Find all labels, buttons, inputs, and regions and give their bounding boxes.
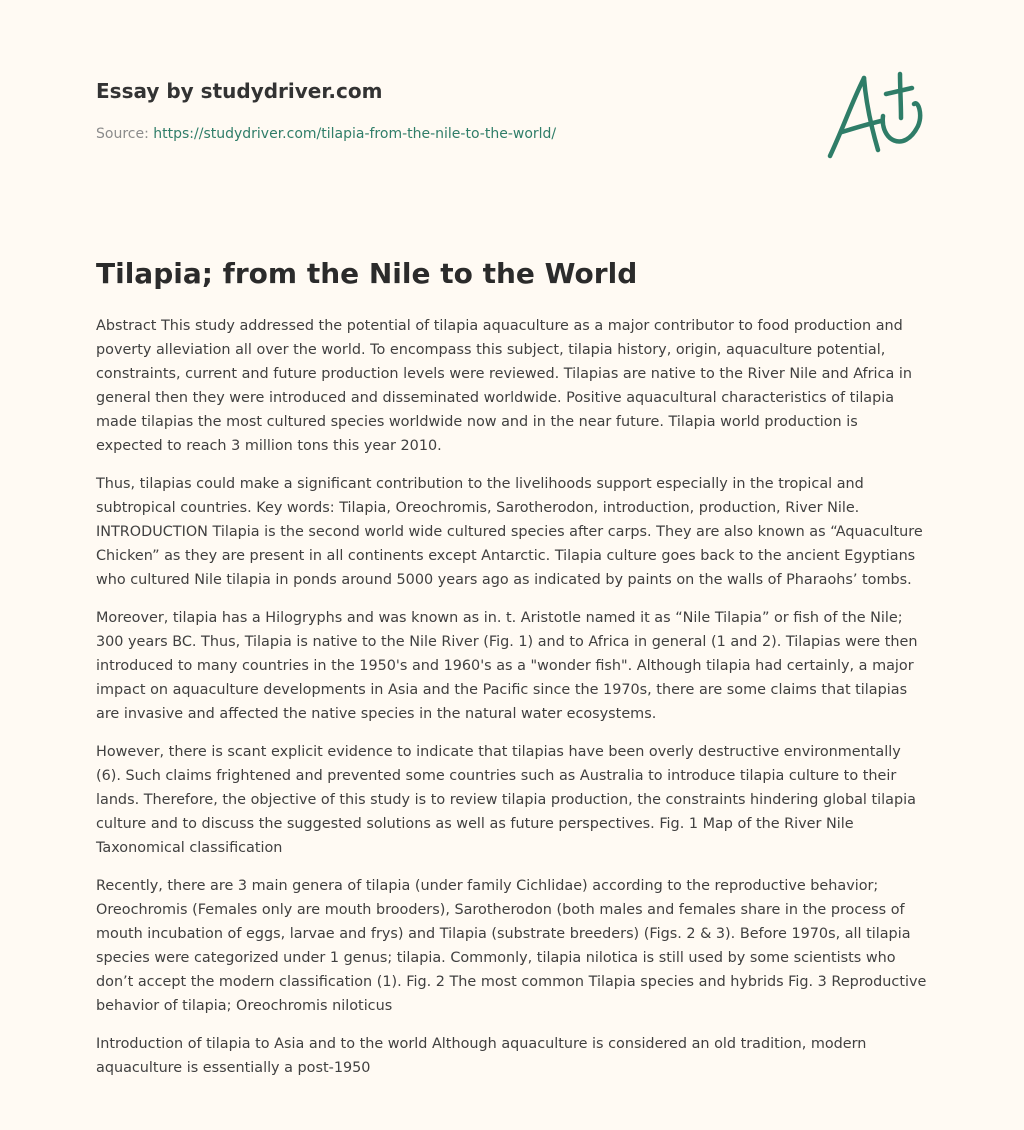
source-label: Source:: [96, 126, 149, 142]
essay-paragraph: However, there is scant explicit evidence to indicate that tilapias have been overly destructive environmentally (6). Such claims frightened and prevented some countries such as Australia to introduce tilapia culture to their lands. Therefore, the objective of this study is to review tilapia production, the constraints hindering global tilapia culture and to discuss the suggested solutions as well as future perspectives. Fig. 1 Map of the River Nile Taxonomical classification: [96, 744, 916, 856]
essay-body: [96, 314, 928, 1094]
site-brand: Essay by studydriver.com: [96, 79, 383, 103]
source-link[interactable]: https://studydriver.com/tilapia-from-the-nile-to-the-world/: [153, 126, 557, 142]
page-header: [96, 78, 716, 144]
source-line: [96, 124, 716, 144]
essay-paragraph: Moreover, tilapia has a Hilogryphs and was known as in. t. Aristotle named it as “Nile Tilapia” or fish of the Nile; 300 years BC. Thus, Tilapia is native to the Nile River (Fig. 1) and to Africa in general (1 and 2). Tilapias were then introduced to many countries in the 1950's and 1960's as a "wonder fish". Although tilapia had certainly, a major impact on aquaculture developments in Asia and the Pacific since the 1970s, there are some claims that tilapias are invasive and affected the native species in the natural water ecosystems.: [96, 610, 918, 722]
essay-paragraph: Introduction of tilapia to Asia and to the world Although aquaculture is considered an old tradition, modern aquaculture is essentially a post-1950: [96, 1036, 867, 1076]
essay-paragraph: Recently, there are 3 main genera of tilapia (under family Cichlidae) according to the reproductive behavior; Oreochromis (Females only are mouth brooders), Sarotherodon (both males and females share in the process of mouth incubation of eggs, larvae and frys) and Tilapia (substrate breeders) (Figs. 2 & 3). Before 1970s, all tilapia species were categorized under 1 genus; tilapia. Commonly, tilapia nilotica is still used by some scientists who don’t accept the modern classification (1). Fig. 2 The most common Tilapia species and hybrids Fig. 3 Reproductive behavior of tilapia; Oreochromis niloticus: [96, 878, 927, 1014]
essay-paragraph: Thus, tilapias could make a significant contribution to the livelihoods support especially in the tropical and subtropical countries. Key words: Tilapia, Oreochromis, Sarotherodon, introduction, production, River Nile. INTRODUCTION Tilapia is the second world wide cultured species after carps. They are also known as “Aquaculture Chicken” as they are present in all continents except Antarctic. Tilapia culture goes back to the ancient Egyptians who cultured Nile tilapia in ponds around 5000 years ago as indicated by paints on the walls of Pharaohs’ tombs.: [96, 476, 923, 588]
essay-paragraph: Abstract This study addressed the potential of tilapia aquaculture as a major contributor to food production and poverty alleviation all over the world. To encompass this subject, tilapia history, origin, aquaculture potential, constraints, current and future production levels were reviewed. Tilapias are native to the River Nile and Africa in general then they were introduced and disseminated worldwide. Positive aquacultural characteristics of tilapia made tilapias the most cultured species worldwide now and in the near future. Tilapia world production is expected to reach 3 million tons this year 2010.: [96, 318, 912, 454]
a-plus-logo-icon: [820, 66, 930, 166]
essay-title: Tilapia; from the Nile to the World: [96, 257, 638, 290]
